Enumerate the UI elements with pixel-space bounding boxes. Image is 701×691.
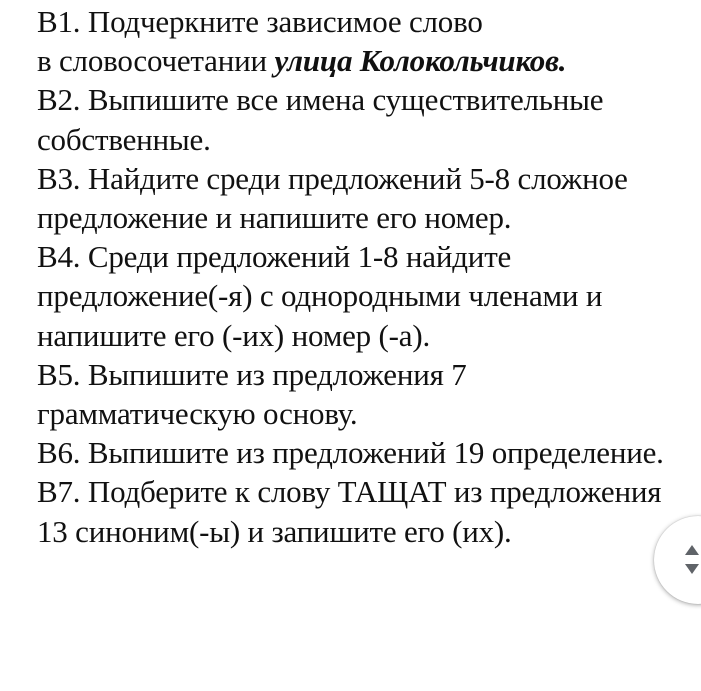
question-number: В5.	[37, 356, 81, 392]
up-down-arrows-icon	[682, 542, 701, 578]
phrase-emphasis: улица Колокольчиков.	[274, 43, 567, 79]
question-number: В3.	[37, 160, 81, 196]
question-number: В4.	[37, 239, 81, 275]
question-text: Подчеркните зависимое слово в словосочетании	[37, 4, 483, 79]
question-number: В1.	[37, 4, 81, 39]
question-b6	[37, 433, 687, 472]
question-b2	[37, 80, 687, 158]
question-number: В2.	[37, 82, 81, 118]
question-text: Выпишите все имена существительные собственные.	[37, 82, 604, 157]
question-text: Выпишите из предложений 19 определение.	[80, 435, 664, 471]
task-list	[37, 2, 687, 551]
question-b4	[37, 237, 687, 355]
question-b3	[37, 159, 687, 237]
question-b7	[37, 472, 687, 550]
question-text: Среди предложений 1-8 найдите предложение(-я) с однородными членами и напишите его (-их) номер (-а).	[37, 239, 603, 353]
question-number: В6.	[37, 435, 81, 471]
question-b5	[37, 355, 687, 433]
question-text: Подберите к слову ТАЩАТ из предложения 13 синоним(-ы) и запишите его (их).	[37, 474, 662, 549]
question-text: Выпишите из предложения 7 грамматическую основу.	[37, 356, 467, 432]
question-b1	[37, 2, 687, 80]
question-text: Найдите среди предложений 5-8 сложное предложение и напишите его номер.	[37, 160, 628, 236]
question-number: В7.	[37, 474, 81, 510]
